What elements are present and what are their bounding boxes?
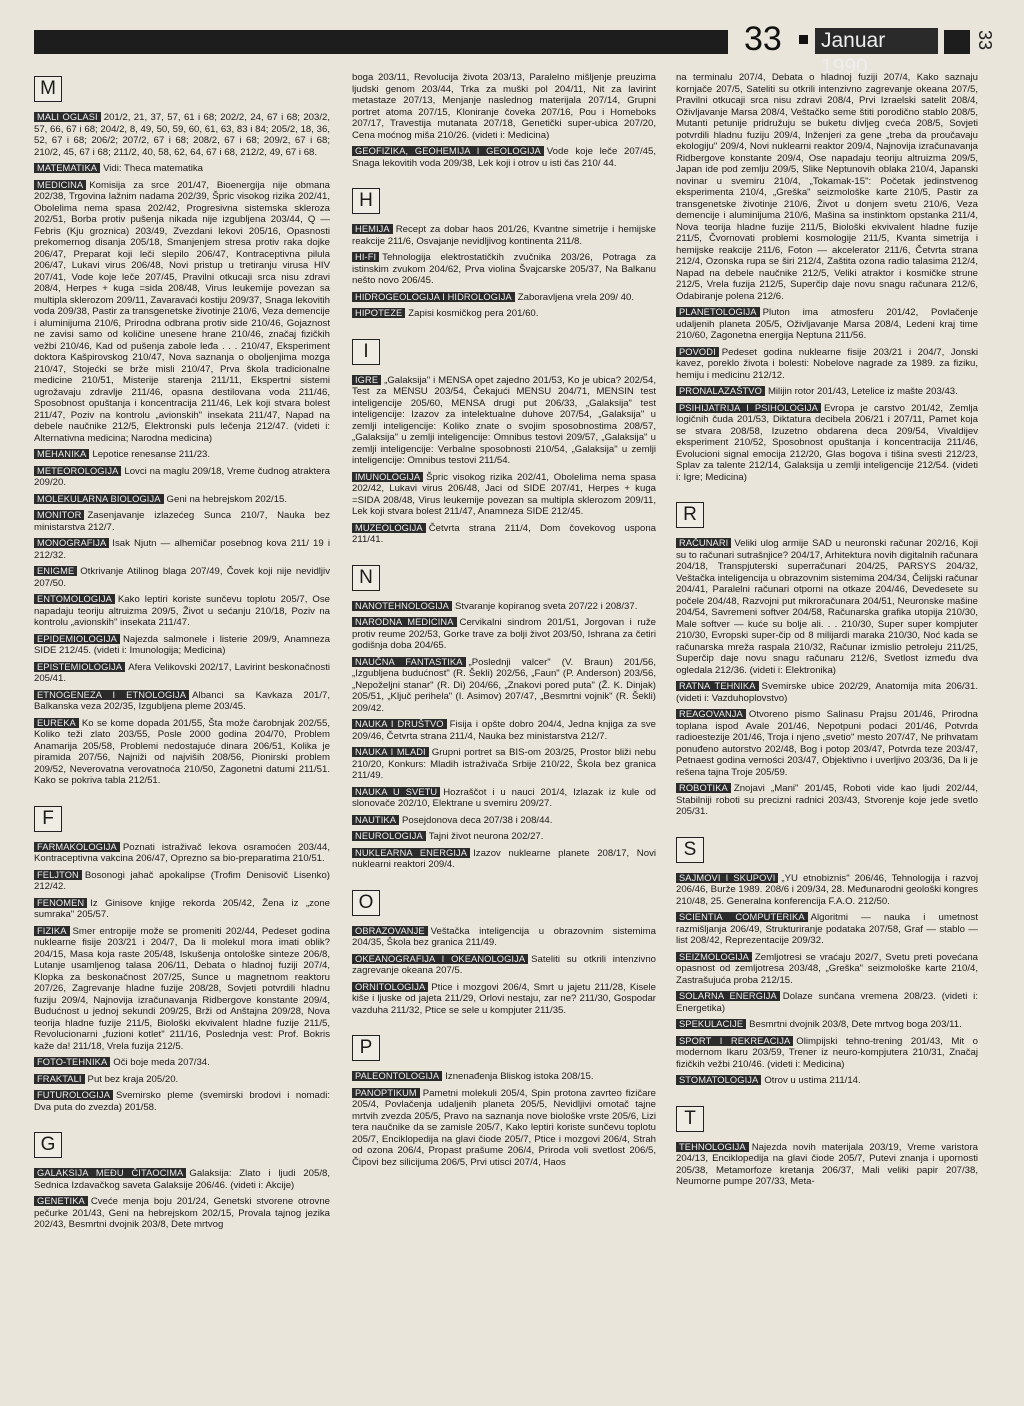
entry-heading: FARMAKOLOGIJA [34,842,120,852]
index-entry [676,1019,978,1031]
section-gap [676,1092,978,1102]
index-entry [676,709,978,778]
entry-text: Komisija za srce 201/47, Bioenergija nije obmana 202/38, Trgovina lažnim nadama 202/39, Špric visokog rizika 202/41, Obolelima nema spasa 202/42, Progresivna sistemska skleroza 202/51, Borba protiv pušenja nikada nije izgubljena 203/44, Q — Febris (Kju groznica) 203/49, Zvezdani lekovi 205/16, Opasnosti prekomernog disanja 205/18, Smanjenjem stresa protiv raka dojke 206/47, Preparat koji leči slepilo 206/47, Kontraceptivna pilula 206/47, Lukavi virus 206/48, Novi pristup u tretiranju virusa HIV 207/41, Vode koje leče 207/45, Pravilni otkucaji srca nisu zdravi 208/4, Herpes + kuga =sida 208/48, Virus leukemije povezan sa multipla sklerozom 209/11, Zavaravaći kostiju 209/37, Snaga lekovitih voda 209/38, Pastir za transgenetske životinje 210/6, Veza demencije i aluminijuma 210/6, Prirodna odbrana protiv side 210/46, Gojaznost ne zavisi samo od količine unesene hrane 210/46, značaj fizičkih vežbi 210/46, Kad od pušenja zabole leđa . . . 210/47, Eksperiment doktora Kašpirovskog 210/47, Nova saznanja o oboljenjima mozga 210/47, Stojećki se brže misli 210/47, Prva škola tradicionalne medicine 210/51, Misterije starenja 211/11, Ekspertni sistemi ugrožavaju zdravlje 211/46, opasna destilovana voda 211/46, Sposobnost opuštanja i koncentracija 211/46, Lek koji stvara bolest 211/47, Poziv na kontrolu „avionskih" insekata 211/47, Napad na debele naučnike 212/5, Elektronski puls lečenja 212/47. (videti i: Alternativna medicina; Narodna medicina) [34,179,330,444]
entry-heading: MALI OGLASI [34,112,101,122]
entry-text: Pametni molekuli 205/4, Spin protona zavrteo fizičare 205/4, Povlačenja udaljenih planeta 205/5, Nevidljivi omotač tajne mrtvih zvezda 205/5, Pravo na saznanja nove biološke vrste 205/6, Lizi tera naučnike da se zamisle 205/7, Kako leptiri koriste sunčevu toplotu 205/7, Enciklopedija na glavi čiode 205/7, Ptice i mozgovi 206/4, Strah od ozona 206/4, Propast prašume 206/4, Priroda voli svetlost 206/5, Čipovi bez silicijuma 206/5, Prvi utisci 207/4, Haos [352,1087,656,1168]
entry-heading: MOLEKULARNA BIOLOGIJA [34,494,164,504]
index-entry [352,1088,656,1169]
entry-text: Cervikalni sindrom 201/51, Jorgovan i ruže protiv reume 202/53, Gorke trave za bolji život 203/50, Ishrana za četiri godišnja doba 204/65. [352,617,656,651]
section-letter: G [34,1132,62,1158]
entry-text: Vode koje leče 207/45, Snaga lekovitih voda 209/38, Lek koji i otrov u isti čas 210/ 44. [352,146,656,169]
section-gap [34,792,330,802]
index-entry [34,466,330,489]
entry-heading: GALAKSIJA MEĐU ČITAOCIMA [34,1168,186,1178]
section-letter: O [352,890,380,916]
entry-heading: HEMIJA [352,224,393,234]
entry-heading: MONOGRAFIJA [34,538,109,548]
section-letter: H [352,188,380,214]
index-entry [352,375,656,467]
index-entry [34,1057,330,1069]
entry-heading: SAJMOVI I SKUPOVI [676,873,778,883]
entry-heading: PLANETOLOGIJA [676,307,760,317]
header-end-bar [944,30,970,54]
entry-text: Isak Njutn — alhemičar posebnog kova 211/ 19 i 212/32. [34,538,330,561]
index-entry [352,472,656,518]
index-entry [34,180,330,445]
entry-text: na terminalu 207/4, Debata o hladnoj fuziji 207/4, Kako saznaju kornjače 207/5, Sateliti su otkrili intenzivno zagrevanje okeana 207/5, Pravilni otkucaji srca nisu zdravi 208/4, Prvi Izraelski satelit 208/4, Oživljavanje Marsa 208/4, Veštačko seme štiti porodično stablo 208/5, Mutanti petunije pridružuju se buketu divljeg cveća 208/5, Sovjeti potvrdili hladnu fuziju 209/4, Inženjeri za gene „treba da proučavaju ekologiju" 209/4, Novi nuklearni reaktor 209/4, Najnovija izračunavanja Ridbergove konstante 209/4, Ose napadaju teoriju altruizma 209/5, Japan ide pod zemlju 209/5, Slike Neptunovih oblaka 210/4, Japanski novinar u svemiru 210/4, „Tokamak-15": Početak jedinstvenog eksperimenta 210/4, „Greška" seizmološke karte 210/5, Pastir za transgenetske životinje 210/6, Život u donjem svetu 210/6, Veza demencije i aluminijuma 210/6, Mašina sa instinktom opstanka 211/4, Nova teorija hladne fuzije 211/5, Biološki ekvivalent hladne fuzije 211/5, Čvornovati problemi kosmologije 211/5, Kvanta simetrija i hemijske reakcije 211/6, Foton — akcelerator 211/6, Četvrta strana 212/4, Ozonska rupa se širi 212/4, Zaštita ozona radio talasima 212/4, Napad na debele naučnike 212/5, Veliki atraktor i kosmičke strune 212/5, Vrela fuzija 212/5, Superčip daje novu snagu računara 212/6, Odabiranje polena 212/6. [676,72,978,302]
entry-heading: GENETIKA [34,1196,88,1206]
entry-text: Iznenađenja Bliskog istoka 208/15. [445,1071,594,1082]
section-gap [352,1173,656,1183]
entry-heading: NAUKA I DRUŠTVO [352,719,447,729]
entry-text: Ptice i mozgovi 206/4, Smrt u jajetu 211/28, Kisele kiše i ljuske od jajeta 211/29, Orlovi nestaju, zar ne? 211/30, Gospodar vazduha 211/32, Ptice se sele u kompjuter 211/35. [352,981,656,1016]
entry-heading: NAUKA I MLADI [352,747,429,757]
entry-text: Veliki ulog armije SAD u neuronski računar 202/16, Koji su to računari sutrašnjice? 204/17, Arhitektura novih digitalnih računara 204/18, Transpjuterski superračunari 204/25, PARSYS 204/32, Veštačka inteligencija u obrazovnim sistemima 204/34, Čelijski računar 204/41, Paralelni računari otporni na otkaze 204/46, Devedesete su počele 204/48, Razvojni put mikroračunara 204/51, Neuronske mašine 204/54, Savremeni softver 204/58, Računarska grafika utopija 210/30, Male softver — kuće su bolje ali. . . 210/30, Super super kompjuter 210/30, Evropski super-čip od 8 milijardi maraka 210/30, Noć kada se računarska mreža raspala 210/32, Računar izmislio petroleju 211/25, Superčip daje novu snagu računaru 212/6, Svetlost između dva ogledala 212/36. (videti i: Elektronika) [676,538,978,676]
entry-heading: NEUROLOGIJA [352,831,426,841]
index-entry [676,1142,978,1188]
entry-text: Otvoreno pismo Salinasu Prajsu 201/46, Prirodna toplana ispod Avale 201/46, Nepotpuni podaci 201/46, Potvrda radioestezije 201/46, Troja i njeno „svetio" mesto 207/47, Ne prihvatam ponuđeno autorstvo 202/48, Bog i potop 203/47, Potvrda teze 203/47, Petnaest godina verności 203/47, Objektivno i uverljivo 203/36, Da li je rešena tajna Troje 205/59. [676,709,978,778]
entry-text: Svemirske ubice 202/29, Anatomija mita 206/31. (videti i: Vazduhoplovstvo) [676,681,978,704]
entry-heading: STOMATOLOGIJA [676,1075,761,1085]
entry-text: Veštačka inteligencija u obrazovnim sistemima 204/35, Škola bez granica 211/49. [352,925,656,948]
index-entry [34,1090,330,1113]
entry-text: „Galaksija" i MENSA opet zajedno 201/53, Ko je ubica? 202/54, Test za MENSU 203/54, Čekajući MENSU 204/71, MENSIN test inteligencije 205/60, MENSA drugi put 206/33, „Galaksija" test inteligencije: Izazov za intelektualne duhove 207/54, „Galaksija" u zemlji inteligencije: Koliko znate o svojim sposobnostima 208/57, „Galaksija" u zemlji inteligencije: Omnibus testovi 209/57, „Galaksija" u zemlji inteligencije: Verbalne sposobnosti 210/54, „Galaksija" u zemlji inteligencije: Omnibus testovi 211/54. [352,374,656,466]
index-entry [352,72,656,141]
entry-heading: FUTUROLOGIJA [34,1090,113,1100]
entry-text: Lovci na maglu 209/18, Vreme čudnog atraktera 209/20. [34,465,330,488]
entry-text: boga 203/11, Revolucija života 203/13, Paralelno mišljenje preuzima ljudski genom 203/44, Trka za muški pol 204/11, Nit za lavirint metastaze 207/13, Menjanje naslednog materijala 207/14, Grupni portret atoma 207/15, Kloniranje čoveka 207/16, Pou i Homeboks 207/17, Travestija mutanata 207/18, Genetički super-ubica 207/20, Cena moćnog miša 210/26. (videti i: Medicina) [352,72,656,141]
entry-heading: NAUTIKA [352,815,399,825]
column-3 [676,72,978,1203]
index-entry [352,982,656,1017]
entry-text: Četvrta strana 211/4, Dom čovekovog uspona 211/41. [352,522,656,545]
entry-heading: SPORT I REKREACIJA [676,1036,793,1046]
section-letter: F [34,806,62,832]
index-entry [676,1075,978,1087]
entry-heading: POVODI [676,347,719,357]
entry-text: Pluton ima atmosferu 201/42, Povlačenje udaljenih planeta 205/5, Oživljavanje Marsa 208/4, Ledeni kraj time 210/60, Zagonetna energija Neptuna 211/56. [676,307,978,341]
entry-text: Špric visokog rizika 202/41, Obolelima nema spasa 202/42, Lukavi virus 206/48, Jaci od SIDE 207/41, Herpes + kuga =SIDA 208/48, Virus leukemije povezan sa multipla sklerozom 209/11, Lek koji stvara bolest 211/47, Anamneza SIDE 212/45. [352,471,656,517]
index-entry [34,926,330,1053]
entry-text: Kako leptiri koriste sunčevu toplotu 205/7, Ose napadaju teoriju altruizma 209/5, Život u sećanju 210/18, Poziv na kontrolu „avionskih" insekata 211/47. [34,594,330,628]
index-entry [352,926,656,949]
index-entry [352,954,656,977]
index-entry [352,787,656,810]
index-entry [34,718,330,787]
entry-heading: ENIGME [34,566,77,576]
index-entry [352,815,656,827]
entry-heading: SCIENTIA COMPUTERIKA [676,912,808,922]
entry-heading: HI-FI [352,252,379,262]
entry-text: Znojavi „Mani" 201/45, Roboti vide kao ljudi 202/44, Stabilniji roboti su precizni radnici 203/43, Stvorenje koje jede svetlo 205/31. [676,783,978,817]
index-entry [676,912,978,947]
entry-heading: SPEKULACIJE [676,1019,746,1029]
entry-text: Poznati istraživač lekova osramoćen 203/44, Kontraceptivna vakcina 206/47, Oprezno sa bio-preparatima 210/51. [34,841,330,864]
entry-text: Cveće menja boju 201/24, Genetski stvorene otrovne pečurke 201/43, Geni na hebrejskom 202/15, Provala tajnog jezika 202/43, Besmrtni dvojnik 203/8, Dete mrtvog [34,1196,330,1230]
entry-text: Afera Velikovski 202/17, Lavirint beskonačnosti 205/41. [34,661,330,684]
index-entry [352,719,656,742]
entry-text: Oči boje meda 207/34. [113,1057,210,1068]
index-entry [352,292,656,304]
header-bullet [799,35,808,44]
index-entry [34,1168,330,1191]
column-2 [352,72,656,1183]
index-entry [34,1074,330,1086]
entry-heading: MONITOR [34,510,84,520]
index-entry [34,449,330,461]
entry-text: Put bez kraja 205/20. [87,1073,179,1085]
entry-heading: NAUKA U SVETU [352,787,440,797]
index-entry [34,510,330,533]
entry-heading: FELJTON [34,870,82,880]
entry-text: 201/2, 21, 37, 57, 61 i 68; 202/2, 24, 67 i 68; 203/2, 57, 66, 67 i 68; 204/2, 8, 49, 50, 59, 60, 61, 63, 83 i 84; 205/2, 18, 36, 52, 67 i 68; 206/2; 207/2, 67 i 68; 208/2, 67 i 68; 209/2, 67 i 68; 210/2, 45, 67 i 68; 211/2, 40, 58, 62, 64, 67 i 68, 212/2, 49, 67 i 68. [34,112,331,158]
entry-heading: FIZIKA [34,926,70,936]
index-entry [34,634,330,657]
section-gap [676,488,978,498]
entry-text: „Poslednji valcer" (V. Braun) 201/56, „Izgubljena budućnost" (R. Šekli) 202/56, „Faun" (P. Anderson) 203/56, „Nepoželjni stanar" (R. Di) 204/66, „Znakovi pored puta" (Ž. K. Dinjak) 205/51, „Ključ perihela" (I. Asimov) 207/47, „Besmrtni vojnik" (R. Šekli) 209/42. [352,656,657,714]
entry-text: Pedeset godina nuklearne fisije 203/21 i 204/7, Jonski kavez, poreklo života i bolesti: Nobelove nagrade za 1989. za fiziku, hemiju i medicinu 212/12. [676,346,978,381]
entry-heading: TEHNOLOGIJA [676,1142,749,1152]
index-entry [352,252,656,287]
section-gap [352,1021,656,1031]
entry-text: Posejdonova deca 207/38 i 208/44. [402,814,553,826]
index-entry [676,307,978,342]
header-bar [34,30,728,54]
index-entry [352,1071,656,1083]
entry-text: Iz Ginisove knjige rekorda 205/42, Žena iz „zone sumraka" 205/57. [34,897,330,920]
entry-heading: IGRE [352,375,381,385]
entry-heading: PALEONTOLOGIJA [352,1071,442,1081]
index-entry [352,308,656,320]
entry-heading: ENTOMOLOGIJA [34,594,115,604]
entry-heading: NANOTEHNOLOGIJA [352,601,452,611]
section-letter: I [352,339,380,365]
index-entry [352,848,656,871]
section-gap [352,876,656,886]
index-entry [676,72,978,302]
entry-text: Ko se kome dopada 201/55, Šta može čarobnjak 202/55, Koliko teži zlato 203/55, Posle 2000 godina 204/70, Problem Anamarija 205/58, Problemi nedostajuće dinara 206/51, Kolika je piramida 207/56, Najniži od najviših 208/56, Pionirski problem 209/52, Neverovatna verovatnoća 210/50, Zagonetni datumi 211/51. Kako se pokriva tabla 212/51. [34,717,330,786]
entry-text: Stvaranje kopiranog sveta 207/22 i 208/37. [454,600,638,612]
section-letter: T [676,1106,704,1132]
entry-heading: MEHANIKA [34,449,89,459]
entry-text: Izazov nuklearne planete 208/17, Novi nuklearni reaktori 209/4. [352,847,657,870]
entry-heading: NARODNA MEDICINA [352,617,457,627]
index-entry [676,347,978,382]
entry-text: Fisija i opšte dobro 204/4, Jedna knjiga za sve 209/46, Četvrta strana 211/4, Nauka bez ministarstva 212/7. [352,719,656,742]
entry-heading: RAČUNARI [676,538,731,548]
entry-text: Najezda salmonele i listerie 209/9, Anamneza SIDE 212/45. (videti i: Imunologija; Medicina) [34,633,330,656]
section-gap [34,1118,330,1128]
entry-heading: NUKLEARNA ENERGIJA [352,848,470,858]
index-entry [676,873,978,908]
section-letter: N [352,565,380,591]
entry-text: Geni na hebrejskom 202/15. [166,493,288,505]
index-entry [352,831,656,843]
entry-text: Najezda novih materijala 203/19, Vreme varistora 204/13, Enciklopedija na glavi čiode 205/7, Putevi znanja i upornosti 205/38, Metamorfoze kretanja 206/37, Mali veliki papir 207/38, Neumorne pumpe 207/33, Meta- [676,1141,978,1187]
index-entry [676,403,978,484]
index-entry [34,690,330,713]
index-entry [34,870,330,893]
entry-text: Milijin rotor 201/43, Letelice iz mašte 203/43. [767,386,958,397]
entry-heading: OBRAZOVANJE [352,926,428,936]
entry-heading: SOLARNA ENERGIJA [676,991,780,1001]
entry-text: Otrov u ustima 211/14. [764,1075,861,1086]
section-gap [352,325,656,335]
issue-date: Januar 1990. [815,28,938,54]
entry-text: Tehnologija elektrostatičkih zvučnika 203/26, Potraga za istinskim zvukom 204/62, Prva violina Švajcarske 205/37, Na Balkanu nešto novo 206/45. [352,252,656,286]
index-entry [34,662,330,685]
index-entry [676,952,978,987]
section-letter: P [352,1035,380,1061]
entry-heading: MEDICINA [34,180,86,190]
entry-heading: FENOMEN [34,898,87,908]
entry-text: Vidi: Theca matematika [103,163,203,174]
index-entry [34,1196,330,1231]
entry-text: Evropa je carstvo 201/42, Zemlja logičnih čuda 201/53, Diktatura decibela 206/21 i 207/11, Pamet koja se stvara 208/58, Izuzetno obdarena deca 209/54, Vivaldijev eksperiment 210/52, Sposobnost opuštanja i koncentracija 211/46, Evolucioni signal emocija 212/20, Glas bogova i tišina svesti 212/23, Splav za talente 212/14, Galaksija u zemlji inteligencije 212/54. (videti i: Igre; Medicina) [676,402,978,483]
entry-heading: METEOROLOGIJA [34,466,121,476]
entry-heading: EPISTEMIOLOGIJA [34,662,125,672]
section-gap [676,823,978,833]
section-letter: R [676,502,704,528]
index-entry [34,163,330,175]
index-entry [352,747,656,782]
index-entry [352,224,656,247]
entry-text: Recept za dobar haos 201/26, Kvantne simetrije i hemijske reakcije 211/6, Osvajanje nevidljivog kontinenta 211/8. [352,224,656,247]
entry-heading: ETNOGENEZA I ETNOLOGIJA [34,690,189,700]
entry-heading: PSIHIJATRIJA I PSIHOLOGIJA [676,403,821,413]
section-gap [352,551,656,561]
entry-text: Albanci sa Kavkaza 201/7, Balkanska veza 202/35, Izgubljena pleme 203/45. [34,689,330,712]
entry-heading: FOTO-TEHNIKA [34,1057,110,1067]
entry-text: Algoritmi — nauka i umetnost razmišljanja 206/49, Strukturiranje podataka 207/58, Graf — stablo — list 208/42, Reprezentacije 209/32. [676,912,978,946]
index-entry [676,1036,978,1071]
index-entry [34,112,330,158]
entry-text: Galaksija: Zlato i ljudi 205/8, Sednica Izdavačkog saveta Galaksije 206/46. (videti i: Akcije) [34,1168,330,1191]
entry-heading: IMUNOLOGIJA [352,472,423,482]
entry-heading: HIPOTEZE [352,308,405,318]
entry-text: Zemljotresi se vraćaju 202/7, Svetu preti povećana opasnost od zemljotresa 203/48, „Greška" seizmološke karte 210/4, Zastrašujuća proba 212/15. [676,951,978,986]
column-1 [34,72,330,1246]
entry-text: Otkrivanje Atilinog blaga 207/49, Čovek koji nije nevidljiv 207/50. [34,566,330,589]
index-entry [34,594,330,629]
entry-heading: NAUČNA FANTASTIKA [352,657,466,667]
entry-text: Lepotice renesanse 211/23. [92,449,211,460]
entry-heading: OKEANOGRAFIJA I OKEANOLOGIJA [352,954,528,964]
entry-text: Zasenjavanje izlazećeg Sunca 210/7, Nauka bez ministarstva 212/7. [34,510,330,533]
entry-text: Dolaze sunčana vremena 208/23. (videti i: Energetika) [676,991,978,1014]
section-gap [676,1193,978,1203]
entry-text: Grupni portret sa BIS-om 203/25, Prostor bliži nebu 210/20, Konkurs: Mladih istraživača Srbije 210/22, Škola bez granica 211/49. [352,747,656,781]
section-letter: S [676,837,704,863]
index-entry [34,842,330,865]
section-gap [34,1236,330,1246]
entry-text: Zaboravljena vrela 209/ 40. [517,291,635,303]
entry-heading: EUREKA [34,718,79,728]
index-entry [34,566,330,589]
entry-heading: PANOPTIKUM [352,1088,420,1098]
entry-heading: ORNITOLOGIJA [352,982,428,992]
index-entry [676,538,978,676]
entry-text: Tajni život neurona 202/27. [428,831,544,842]
index-entry [352,146,656,169]
section-letter: M [34,76,62,102]
entry-text: Zapisi kosmičkog pera 201/60. [408,308,539,319]
entry-heading: MUZEOLOGIJA [352,523,426,533]
page-number: 33 [744,20,782,58]
side-page-number: 33 [975,30,995,51]
entry-text: Hozraščot i u nauci 201/4, Izlazak iz kule od slonovače 202/10, Elektrane u svemiru 209/27. [352,786,656,809]
index-entry [34,898,330,921]
entry-heading: MATEMATIKA [34,163,100,173]
entry-heading: GEOFIZIKA, GEOHEMIJA I GEOLOGIJA [352,146,544,156]
index-entry [352,601,656,613]
index-entry [676,386,978,398]
index-entry [34,494,330,506]
entry-text: „YU etnobiznis" 206/46, Tehnologija i razvoj 206/46, Burže 1989. 208/6 i 209/34, 28. Međunarodni geološki kongres 210/48, 25. Generalna konferencija F.A.O. 212/50. [676,872,978,907]
entry-heading: SEIZMOLOGIJA [676,952,752,962]
entry-text: Olimpijski tehno-trening 201/43, Mit o modernom Ikaru 203/59, Trener iz neuro-kompjutera 210/31, Značaj fizičkih vežbi 210/46. (videti i: Medicina) [676,1035,979,1070]
entry-text: Sateliti su otkrili intenzivno zagrevanje okeana 207/5. [352,953,657,976]
index-entry [676,991,978,1014]
section-gap [352,174,656,184]
entry-heading: HIDROGEOLOGIJA I HIDROLOGIJA [352,292,515,302]
index-entry [676,681,978,704]
index-entry [34,538,330,561]
entry-text: Besmrtni dvojnik 203/8, Dete mrtvog boga 203/11. [749,1019,962,1030]
entry-heading: FRAKTALI [34,1074,85,1084]
index-entry [352,657,656,715]
entry-text: Bosonogi jahač apokalipse (Trofim Denisovič Lisenko) 212/42. [34,869,330,892]
entry-heading: RATNA TEHNIKA [676,681,759,691]
entry-text: Smer entropije može se promeniti 202/44, Pedeset godina nuklearne fisije 203/21 i 204/7, Da li molekul mora imati oblik? 204/15, Masa koja raste 205/48, Iskušenja ontološke sinteze 206/8, Lutanje usamljenog talasa 206/11, Debata o hladnoj fuziji 207/4, Klopka za beskonačnost 207/25, Sunce u magnetnom reaktoru 207/26, Zagrevanje hladne fuzije 208/28, Sovjeti potvrdili hladnu fuziju 209/4, Najnovija izračunavanja Ridbergove konstante 209/4, Budućnost u jednoj sekundi 209/25, Brži od Anštajna 209/28, Nova teorija hladne fuzije 211/5, Biološki ekvivalent hladne fuzije 211/5, Revolucionarni „fuzioni kotlet" 211/16, Poslednja vest: Prof. Bokris kaže da! 211/18, Vrela fuzija 212/5. [34,925,330,1052]
entry-heading: EPIDEMIOLOGIJA [34,634,120,644]
entry-heading: REAGOVANJA [676,709,746,719]
index-entry [352,523,656,546]
entry-heading: PRONALAZAŠTVO [676,386,765,396]
index-entry [676,783,978,818]
index-entry [352,617,656,652]
entry-text: Svemirsko pleme (svemirski brodovi i nomadi: Dva puta do zvezda) 201/58. [34,1090,330,1113]
entry-heading: ROBOTIKA [676,783,731,793]
